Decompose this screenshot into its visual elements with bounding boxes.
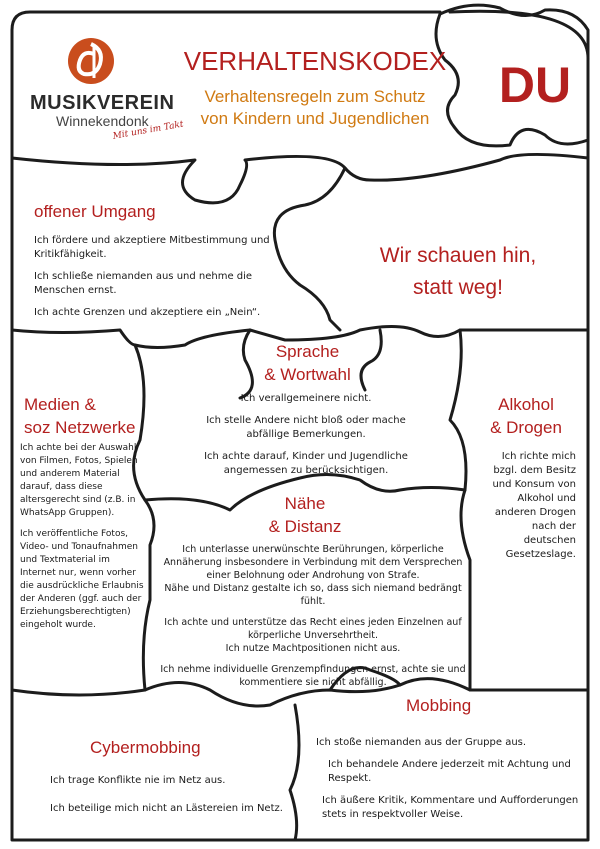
brand-tagline: Mit uns im Takt [112,119,185,142]
naehe-title-line-1: Nähe [284,494,326,513]
du-label: DU [498,57,572,113]
sprache-title-line-1: Sprache [275,342,340,361]
naehe-item: Nähe und Distanz gestalte ich so, dass sich niemand bedrängt fühlt. [164,583,462,607]
sprache-item: Ich achte darauf, Kinder und Jugendliche angemessen zu berücksichtigen. [204,451,408,476]
medien-title-line-2: soz Netzwerke [24,418,136,437]
slogan [358,240,558,304]
mobbing-item: Ich äußere Kritik, Kommentare und Aufforderungen stets in respektvoller Weise. [322,795,579,820]
offener-umgang-title: offener Umgang [34,202,156,221]
medien-item: Ich veröffentliche Fotos, Video- und Tonaufnahmen und Textmaterial im Internet nur, wenn vorher die ausdrückliche Erlaubnis der Anderen (ggf. auch der Erziehungsberechtigten) eingeholt wurde. [20,529,144,630]
naehe-title [250,492,360,538]
mobbing-item: Ich behandele Andere jederzeit mit Achtung und Respekt. [328,759,571,784]
sprache-text [188,392,424,486]
mobbing-item: Ich stoße niemanden aus der Gruppe aus. [316,737,527,748]
offener-umgang-text [34,234,274,328]
naehe-title-line-2: & Distanz [268,517,342,536]
medien-text [20,442,146,640]
alkohol-title-line-1: Alkohol [498,395,554,414]
offener-umgang-item: Ich achte Grenzen und akzeptiere ein „Nein“. [34,307,261,318]
sprache-item: Ich verallgemeinere nicht. [240,393,372,404]
subtitle-line-2: von Kindern und Jugendlichen [200,109,430,128]
offener-umgang-item: Ich fördere und akzeptiere Mitbestimmung und Kritikfähigkeit. [34,235,270,260]
sprache-title [240,340,375,386]
naehe-item: Ich nutze Machtpositionen nicht aus. [225,643,401,654]
medien-title [24,393,152,439]
naehe-item: Ich achte und unterstütze das Recht eines jeden Einzelnen auf körperliche Unversehrtheit. [164,617,462,641]
mobbing-text [316,736,580,830]
sprache-item: Ich stelle Andere nicht bloß oder mache abfällige Bemerkungen. [206,415,406,440]
brand-place: Winnekendonk [56,113,149,129]
naehe-item: Ich unterlasse unerwünschte Berührungen, körperliche Annäherung insbesondere in Verbindung mit dem Versprechen einer Belohnung oder Androhung von Strafe. [163,544,463,581]
slogan-line-2: statt weg! [413,276,503,299]
cybermobbing-title: Cybermobbing [90,738,201,757]
medien-title-line-1: Medien & [24,395,96,414]
cybermobbing-text [50,774,290,824]
naehe-item: Ich nehme individuelle Grenzempfindungen ernst, achte sie und kommentiere sie nicht abfällig. [160,664,466,688]
alkohol-title-line-2: & Drogen [490,418,562,437]
offener-umgang-item: Ich schließe niemanden aus und nehme die Menschen ernst. [34,271,253,296]
brand-name: MUSIKVEREIN [30,92,175,114]
page-title: VERHALTENSKODEX [183,46,447,76]
page-subtitle [170,86,460,130]
medien-item: Ich achte bei der Auswahl von Filmen, Fotos, Spielen und anderem Material darauf, dass diese altersgerecht sind (z.B. in WhatsApp Gruppen). [20,443,138,518]
slogan-line-1: Wir schauen hin, [379,244,537,267]
alkohol-title [480,393,572,439]
cybermobbing-item: Ich trage Konflikte nie im Netz aus. [50,775,226,786]
mobbing-title: Mobbing [406,696,472,715]
subtitle-line-1: Verhaltensregeln zum Schutz [204,87,426,106]
naehe-text [158,543,468,697]
alkohol-text: Ich richte mich bzgl. dem Besitz und Konsum von Alkohol und anderen Drogen nach der deutschen Gesetzeslage. [492,451,576,560]
sprache-title-line-2: & Wortwahl [264,365,351,384]
cybermobbing-item: Ich beteilige mich nicht an Lästereien im Netz. [50,803,283,814]
logo-icon [66,36,116,86]
